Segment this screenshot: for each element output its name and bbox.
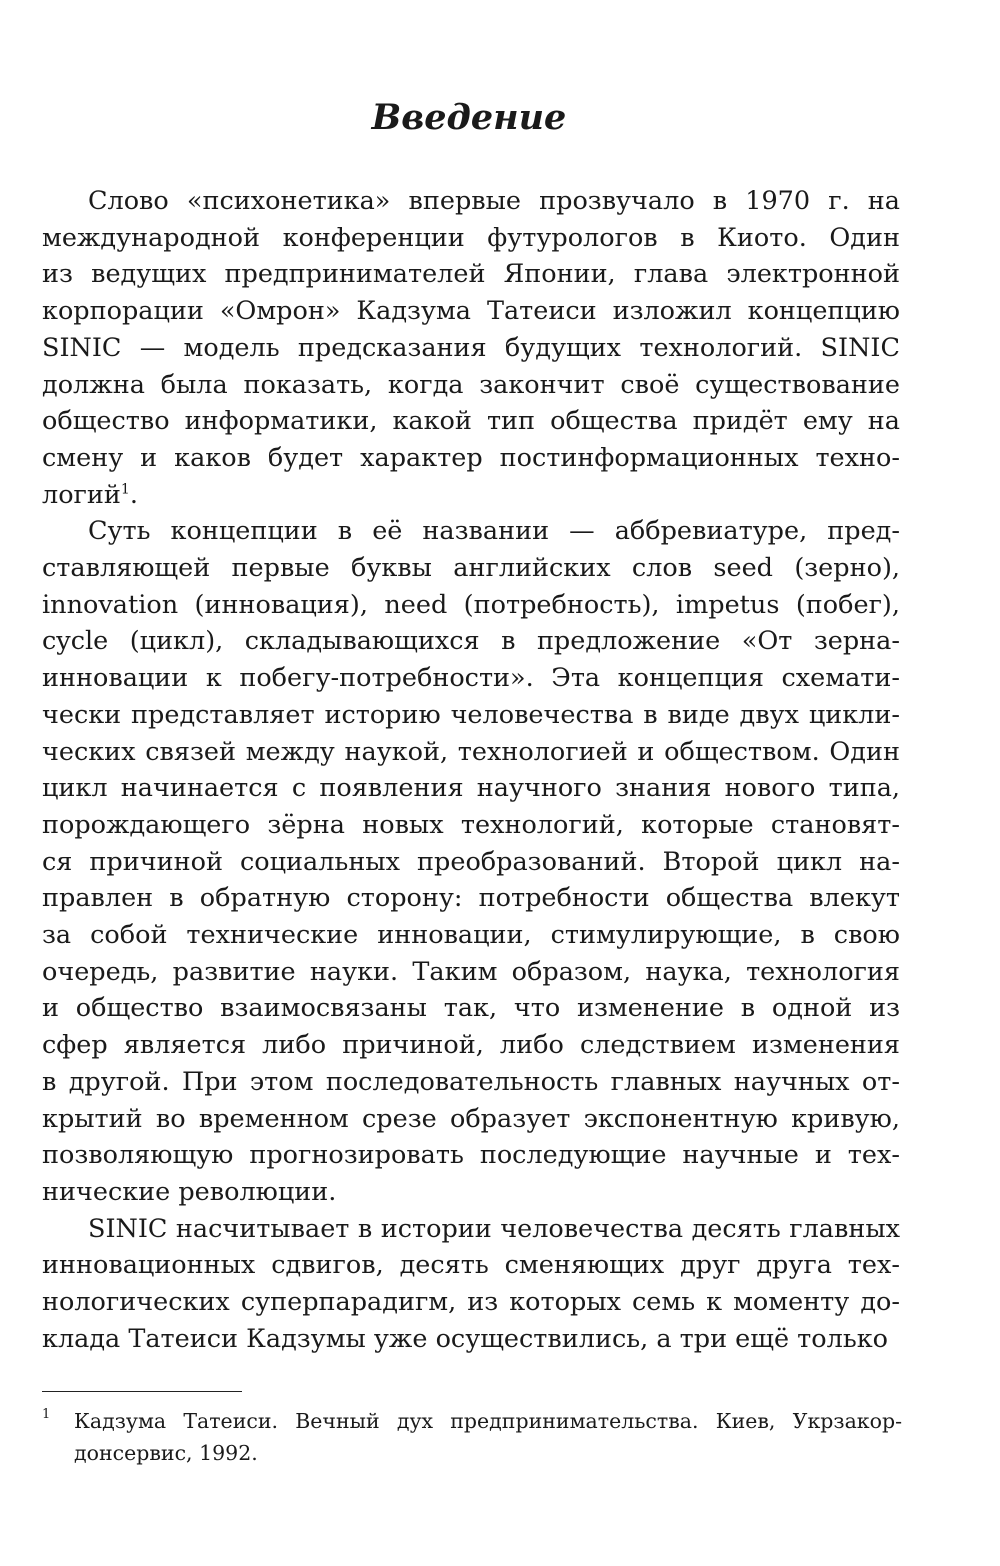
chapter-title: Введение — [371, 97, 567, 138]
text-line: Слово «психонетика» впервые прозвучало в 1970 г. на — [88, 186, 900, 216]
footnote-reference[interactable]: 1 — [120, 481, 130, 498]
text-line: общество информатики, какой тип общества придёт ему на — [42, 406, 900, 437]
footnote-number: 1 — [42, 1407, 51, 1422]
text-line: SINIC — модель предсказания будущих технологий. SINIC — [42, 332, 900, 363]
text-line: порождающего зёрна новых технологий, которые становят- — [42, 809, 900, 840]
text-line: ческих связей между наукой, технологией и обществом. Один — [42, 736, 900, 767]
paragraph — [42, 513, 900, 1210]
text-line: международной конференции футурологов в Киото. Один — [42, 222, 900, 253]
text-line: клада Татеиси Кадзумы уже осуществились, а три ещё только — [42, 1323, 888, 1354]
text-line: позволяющую прогнозировать последующие научные и тех- — [42, 1140, 900, 1171]
text-line: инновационных сдвигов, десять сменяющих друг друга тех- — [42, 1250, 900, 1281]
text-line: innovation (инновация), need (потребность), impetus (побег), — [42, 589, 900, 620]
text-line: SINIC насчитывает в истории человечества десять главных — [88, 1213, 900, 1244]
text-line: и общество взаимосвязаны так, что изменение в одной из — [42, 993, 900, 1024]
text-line: цикл начинается с появления научного знания нового типа, — [42, 773, 900, 804]
text-line: сфер является либо причиной, либо следствием изменения — [42, 1030, 900, 1061]
body-text — [42, 183, 900, 1358]
footnote-line: донсервис, 1992. — [74, 1441, 258, 1465]
text-line: Суть концепции в её названии — аббревиатуре, пред- — [88, 516, 900, 547]
text-line: инновации к побегу-потребности». Эта концепция схемати- — [42, 663, 900, 694]
paragraph — [42, 1211, 900, 1358]
text-line: очередь, развитие науки. Таким образом, наука, технология — [42, 956, 900, 987]
text-line: правлен в обратную сторону: потребности общества влекут — [42, 883, 900, 914]
text-line: корпорации «Омрон» Кадзума Татеиси изложил концепцию — [42, 296, 900, 327]
footnote-body — [74, 1405, 902, 1469]
text-line: чески представляет историю человечества в виде двух цикли- — [42, 699, 900, 730]
text-line: крытий во временном срезе образует экспонентную кривую, — [42, 1103, 900, 1134]
text-line: ставляющей первые буквы английских слов seed (зерно), — [42, 553, 900, 584]
text-line: ся причиной социальных преобразований. Второй цикл на- — [42, 846, 900, 877]
footnote-line: Кадзума Татеиси. Вечный дух предпринимательства. Киев, Укрзакор- — [74, 1409, 902, 1433]
text-line: смену и каков будет характер постинформационных техно- — [42, 442, 900, 473]
text-line: нологических суперпарадигм, из которых семь к моменту до- — [42, 1287, 900, 1318]
footnote-divider — [42, 1391, 242, 1392]
text-line: за собой технические инновации, стимулирующие, в свою — [42, 920, 900, 951]
text-line: cycle (цикл), складывающихся в предложение «От зерна- — [42, 626, 900, 657]
text-line: должна была показать, когда закончит своё существование — [42, 369, 900, 400]
text-line: из ведущих предпринимателей Японии, глава электронной — [42, 259, 900, 290]
paragraph — [42, 183, 900, 513]
text-line: нические революции. — [42, 1176, 337, 1207]
sentence-end: . — [129, 479, 138, 510]
text-line: в другой. При этом последовательность главных научных от- — [42, 1066, 900, 1097]
text-line: логий$^1$. — [42, 479, 138, 510]
